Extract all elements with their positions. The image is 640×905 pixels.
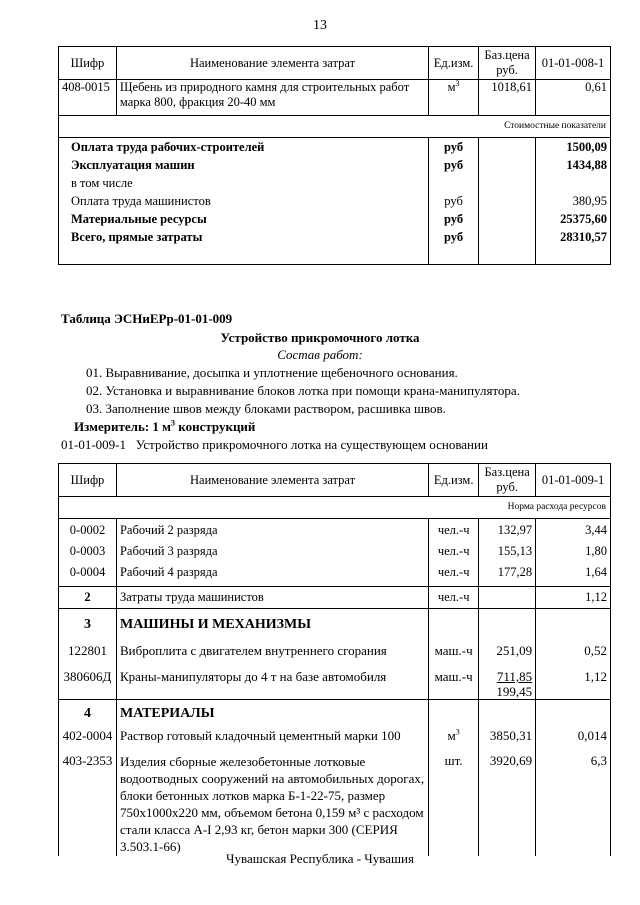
col-unit: Ед.изм.: [429, 464, 479, 497]
row-unit: шт.: [444, 753, 463, 768]
row-unit: чел.-ч: [437, 544, 470, 558]
cost-value: 1500,09: [566, 140, 607, 154]
cost-names: [59, 138, 429, 265]
table-header: [59, 464, 611, 497]
section-title: Устройство прикромочного лотка: [220, 330, 420, 345]
row-unit: чел.-ч: [437, 565, 470, 579]
materials-section: [59, 700, 611, 857]
cost-unit: руб: [444, 230, 464, 244]
col-price: Баз.цена руб.: [479, 464, 536, 497]
cost-name: Материальные ресурсы: [71, 212, 207, 226]
subheader: Стоимостные показатели: [59, 116, 611, 138]
cost-name: Оплата труда рабочих-строителей: [71, 140, 265, 154]
cost-value: [539, 176, 607, 194]
page-footer: Чувашская Республика - Чувашия: [226, 851, 414, 866]
machines-prices: [479, 609, 536, 700]
row-price: 155,13: [497, 544, 533, 558]
row-code: 403-2353: [62, 753, 113, 768]
table-header: [59, 47, 611, 80]
row-price: 251,09: [496, 643, 533, 658]
row-unit: $м^3$: [429, 80, 479, 116]
cost-rows: [59, 138, 611, 265]
row-name: Раствор готовый кладочный цементный марки 100: [119, 728, 401, 743]
section-code: 4: [83, 706, 91, 721]
subheader-row: [59, 497, 611, 519]
machines-section: [59, 609, 611, 700]
row-unit: чел.-ч: [429, 587, 479, 609]
col-code: Шифр: [59, 464, 117, 497]
cost-units: [429, 138, 479, 265]
row-code: 0-0003: [69, 544, 106, 558]
row-code: 0-0002: [69, 523, 106, 537]
row-name: Рабочий 4 разряда: [119, 565, 218, 579]
row-price: 132,97: [497, 523, 533, 537]
section-name: МАТЕРИАЛЫ: [119, 706, 215, 721]
row-value: 0,61: [536, 80, 611, 116]
subheader-row: [59, 116, 611, 138]
cost-name: Эксплуатация машин: [71, 158, 195, 172]
table-resources-009: [58, 463, 611, 856]
machines-units: [429, 609, 479, 700]
row-code: 122801: [67, 643, 107, 658]
materials-codes: [59, 700, 117, 857]
row-name: Рабочий 2 разряда: [119, 523, 218, 537]
table-costs-008: [58, 46, 611, 265]
cost-name: Оплата труда машинистов: [71, 194, 211, 208]
table-row: [59, 587, 611, 609]
cost-unit: руб: [444, 212, 464, 226]
machines-values: [536, 609, 611, 700]
page-number: 13: [313, 18, 327, 33]
subheader: Норма расхода ресурсов: [59, 497, 611, 519]
row-value: 6,3: [590, 753, 607, 768]
row-price: 177,28: [497, 565, 533, 579]
cost-value: 25375,60: [560, 212, 607, 226]
col-name: Наименование элемента затрат: [116, 47, 428, 80]
cost-value: 28310,57: [560, 230, 607, 244]
cost-value: 1434,88: [566, 158, 607, 172]
row-price: 711,85: [496, 669, 533, 684]
row-unit: маш.-ч: [434, 643, 473, 658]
row-price: 3850,31: [489, 728, 533, 743]
row-code: 2: [59, 587, 117, 609]
meter-label: Измеритель: 1 $м^3$ конструкций: [74, 418, 256, 434]
row-price-secondary: 199,45: [496, 684, 533, 699]
row-value: 0,52: [584, 643, 607, 658]
materials-names: [116, 700, 428, 857]
row-code: 380606Д: [63, 669, 112, 684]
cost-value: 380,95: [572, 194, 607, 208]
row-name: Виброплита с двигателем внутреннего сгорания: [119, 643, 387, 658]
section-subtitle: Состав работ:: [277, 347, 363, 362]
cost-name: Всего, прямые затраты: [71, 230, 203, 244]
row-unit: чел.-ч: [437, 523, 470, 537]
col-price: Баз.цена руб.: [479, 47, 536, 80]
norm-name: Устройство прикромочного лотка на существующем основании: [135, 437, 488, 452]
row-code: 402-0004: [62, 728, 113, 743]
norm-code: 01-01-009-1: [61, 437, 126, 452]
cost-values: [536, 138, 611, 265]
row-value: 1,12: [584, 669, 607, 684]
cost-unit: [432, 176, 475, 194]
row-value: 1,64: [585, 565, 607, 579]
col-norm: 01-01-008-1: [536, 47, 611, 80]
col-norm: 01-01-009-1: [536, 464, 611, 497]
cost-unit: руб: [444, 194, 463, 208]
work-item: 02. Установка и выравнивание блоков лотка при помощи крана-манипулятора.: [86, 383, 520, 398]
row-code: 0-0004: [69, 565, 106, 579]
row-unit: маш.-ч: [434, 669, 473, 684]
row-value: 0,014: [577, 728, 607, 743]
row-name: Краны-манипуляторы до 4 т на базе автомобиля: [119, 669, 387, 684]
materials-units: [429, 700, 479, 857]
materials-prices: [479, 700, 536, 857]
row-price: [479, 587, 536, 609]
row-name: Затраты труда машинистов: [116, 587, 428, 609]
workers-names: [116, 519, 428, 587]
table-row: [59, 80, 611, 116]
section-code: 3: [83, 617, 91, 632]
row-code: 408-0015: [59, 80, 117, 116]
row-name: Рабочий 3 разряда: [119, 544, 218, 558]
col-name: Наименование элемента затрат: [116, 464, 428, 497]
col-code: Шифр: [59, 47, 117, 80]
row-unit: $м^3$: [447, 727, 460, 743]
workers-values: [536, 519, 611, 587]
row-value: 1,12: [536, 587, 611, 609]
row-name: Щебень из природного камня для строительных работ марка 800, фракция 20-40 мм: [116, 80, 428, 116]
workers-block: [59, 519, 611, 587]
cost-name: в том числе: [71, 176, 133, 190]
workers-units: [429, 519, 479, 587]
row-name: Изделия сборные железобетонные лотковые водоотводных сооружений на автомобильных дорогах, блоки бетонных лотков марка Б-1-22-75, размер 750х1000х220 мм, объемом бетона 0,159 м³ с расходом стали класса А-I 2,93 кг, бетон марки 300 (СЕРИЯ 3.503.1-66): [119, 754, 425, 854]
cost-blank: [479, 138, 536, 265]
row-value: 3,44: [585, 523, 607, 537]
machines-names: [116, 609, 428, 700]
machines-codes: [59, 609, 117, 700]
work-item: 03. Заполнение швов между блоками раствором, расшивка швов.: [86, 401, 446, 416]
section-name: МАШИНЫ И МЕХАНИЗМЫ: [119, 617, 312, 632]
row-price: 3920,69: [489, 753, 533, 768]
workers-codes: [59, 519, 117, 587]
work-item: 01. Выравнивание, досыпка и уплотнение щебеночного основания.: [86, 365, 458, 380]
table-label: Таблица ЭСНиЕРр-01-01-009: [61, 311, 233, 326]
norm-title: [61, 437, 488, 453]
workers-prices: [479, 519, 536, 587]
row-price: 1018,61: [479, 80, 536, 116]
cost-unit: руб: [444, 140, 464, 154]
materials-values: [536, 700, 611, 857]
cost-unit: руб: [444, 158, 464, 172]
col-unit: Ед.изм.: [429, 47, 479, 80]
row-value: 1,80: [585, 544, 607, 558]
